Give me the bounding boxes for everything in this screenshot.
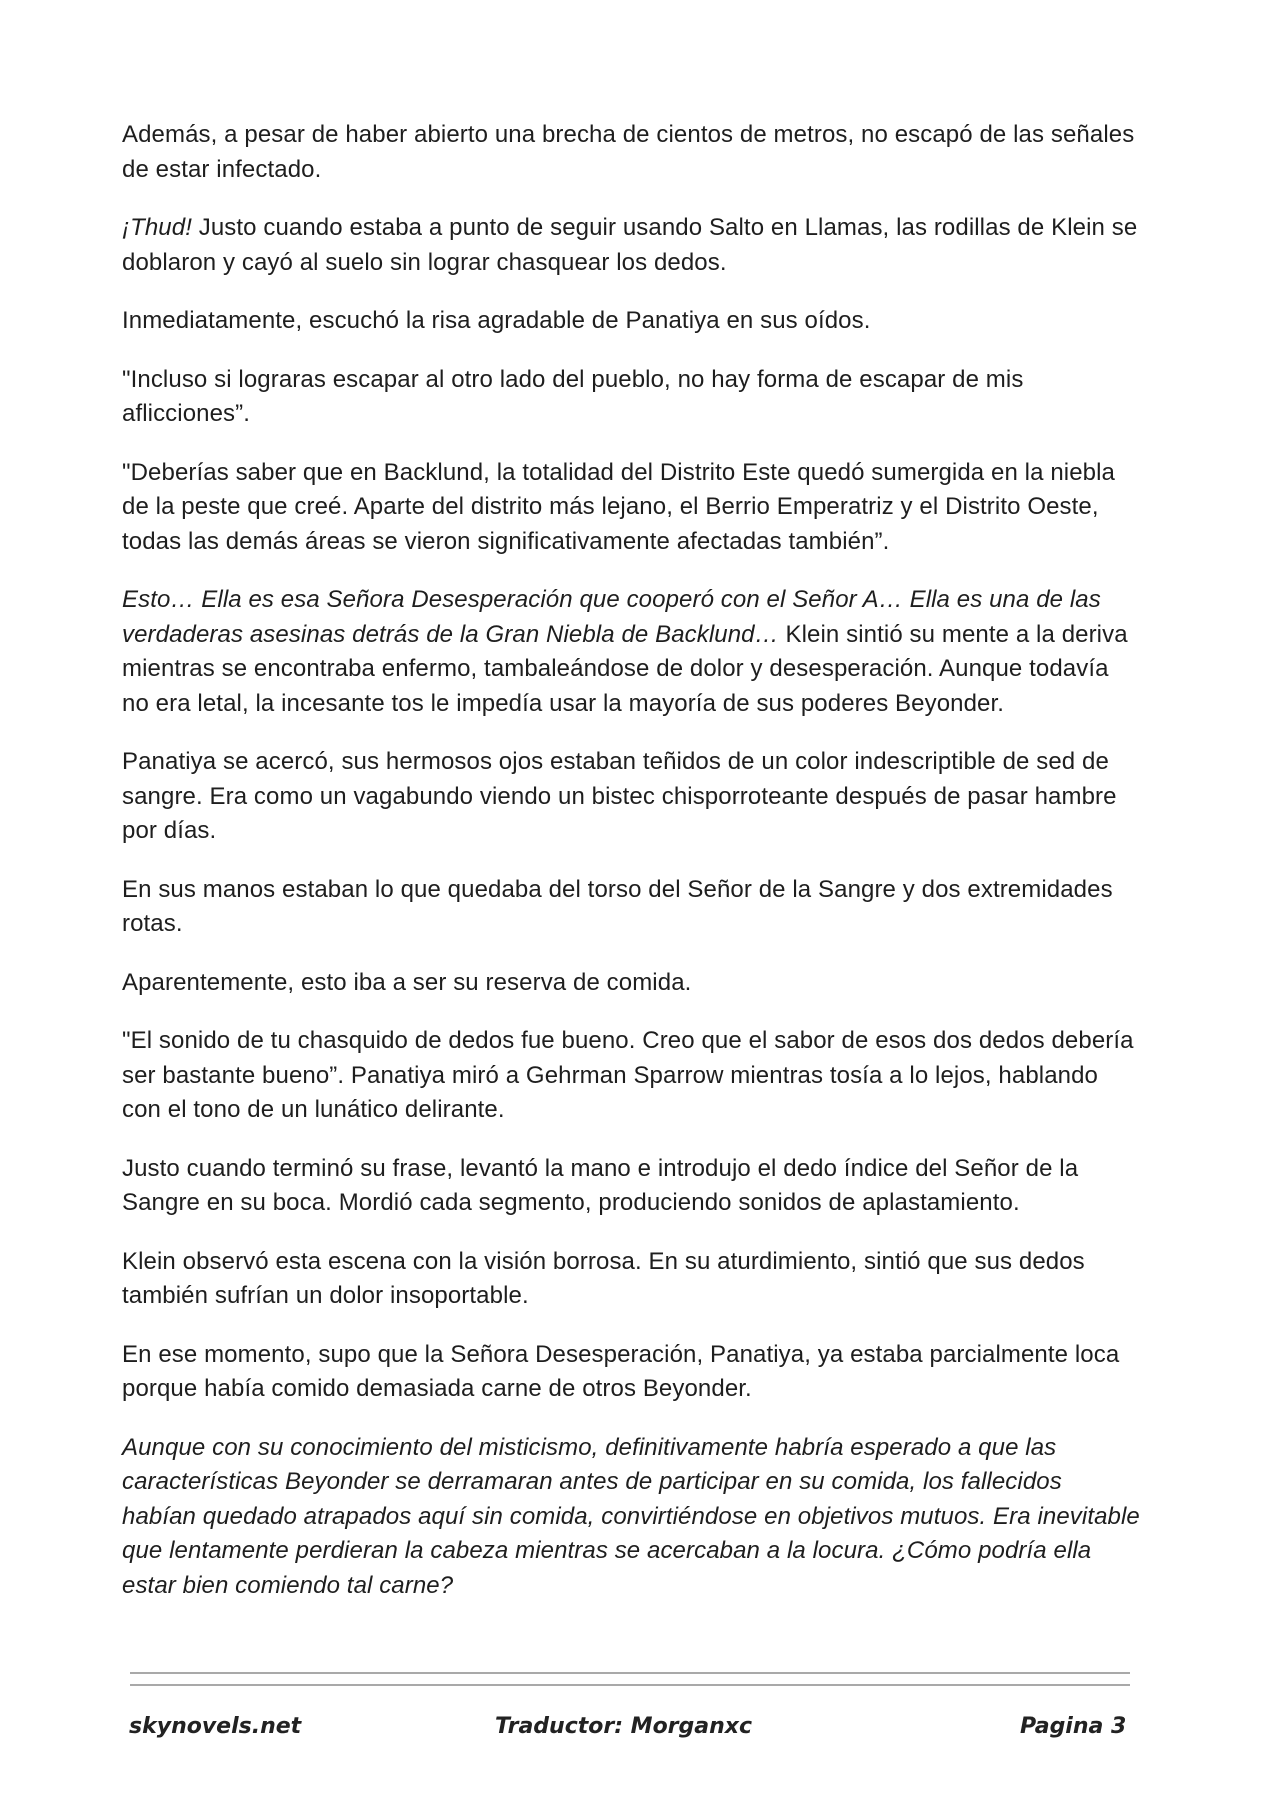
paragraph (122, 966, 1142, 1001)
paragraph (122, 1152, 1142, 1221)
paragraph-text: Justo cuando estaba a punto de seguir usando Salto en Llamas, las rodillas de Klein se doblaron y cayó al suelo sin lograr chasquear los dedos. (122, 214, 1138, 276)
paragraph-text: En ese momento, supo que la Señora Desesperación, Panatiya, ya estaba parcialmente loca porque había comido demasiada carne de otros Beyonder. (122, 1340, 1120, 1402)
paragraph (122, 1024, 1142, 1128)
footer-divider-top (130, 1672, 1130, 1674)
paragraph-text: "Deberías saber que en Backlund, la totalidad del Distrito Este quedó sumergida en la niebla de la peste que creé. Aparte del distrito más lejano, el Berrio Emperatriz y el Distrito Oeste, todas las demás áreas se vieron significativamente afectadas también”. (122, 458, 1115, 555)
footer-site: skynovels.net (129, 1714, 302, 1739)
italic-text: Aunque con su conocimiento del misticismo, definitivamente habría esperado a que las características Beyonder se derramaran antes de participar en su comida, los fallecidos habían quedado atrapados aquí sin comida, convirtiéndose en objetivos mutuos. Era inevitable que lentamente perdieran la cabeza mientras se acercaban a la locura. ¿Cómo podría ella estar bien comiendo tal carne? (122, 1433, 1140, 1599)
paragraph-text: "Incluso si lograras escapar al otro lado del pueblo, no hay forma de escapar de mis aflicciones”. (122, 365, 1024, 427)
paragraph (122, 211, 1142, 280)
paragraph-text: Justo cuando terminó su frase, levantó la mano e introdujo el dedo índice del Señor de la Sangre en su boca. Mordió cada segmento, produciendo sonidos de aplastamiento. (122, 1154, 1079, 1216)
footer-divider-bottom (130, 1684, 1130, 1686)
footer-page-number: Pagina 3 (1020, 1714, 1127, 1739)
paragraph (122, 363, 1142, 432)
paragraph (122, 873, 1142, 942)
paragraph (122, 583, 1142, 721)
paragraph (122, 1431, 1142, 1604)
paragraph-text: Aparentemente, esto iba a ser su reserva de comida. (122, 968, 692, 996)
footer-translator: Traductor: Morganxc (495, 1714, 753, 1739)
paragraph-text: Inmediatamente, escuchó la risa agradable de Panatiya en sus oídos. (122, 307, 871, 334)
paragraph-text: En sus manos estaban lo que quedaba del torso del Señor de la Sangre y dos extremidades rotas. (122, 875, 1113, 937)
paragraph-text: Además, a pesar de haber abierto una brecha de cientos de metros, no escapó de las señales de estar infectado. (122, 121, 1135, 183)
paragraph (122, 456, 1142, 560)
document-body (122, 118, 1142, 1627)
italic-text: Esto… Ella es esa Señora Desesperación que cooperó con el Señor A… Ella es una de las verdaderas asesinas detrás de la Gran Niebla de Backlund… (122, 586, 1101, 648)
paragraph-text: Klein sintió su mente a la deriva mientras se encontraba enfermo, tambaleándose de dolor y desesperación. Aunque todavía no era letal, la incesante tos le impedía usar la mayoría de sus poderes Beyonder. (122, 620, 1128, 717)
paragraph-text: "El sonido de tu chasquido de dedos fue bueno. Creo que el sabor de esos dos dedos debería ser bastante bueno”. Panatiya miró a Gehrman Sparrow mientras tosía a lo lejos, hablando con el tono de un lunático delirante. (122, 1027, 1134, 1123)
paragraph (122, 118, 1142, 187)
paragraph (122, 1338, 1142, 1407)
paragraph-text: Panatiya se acercó, sus hermosos ojos estaban teñidos de un color indescriptible de sed de sangre. Era como un vagabundo viendo un bistec chisporroteante después de pasar hambre por días. (122, 748, 1117, 844)
paragraph (122, 745, 1142, 849)
paragraph (122, 304, 1142, 339)
paragraph-text: Klein observó esta escena con la visión borrosa. En su aturdimiento, sintió que sus dedos también sufrían un dolor insoportable. (122, 1247, 1085, 1309)
paragraph (122, 1245, 1142, 1314)
italic-text: ¡Thud! (122, 214, 192, 241)
